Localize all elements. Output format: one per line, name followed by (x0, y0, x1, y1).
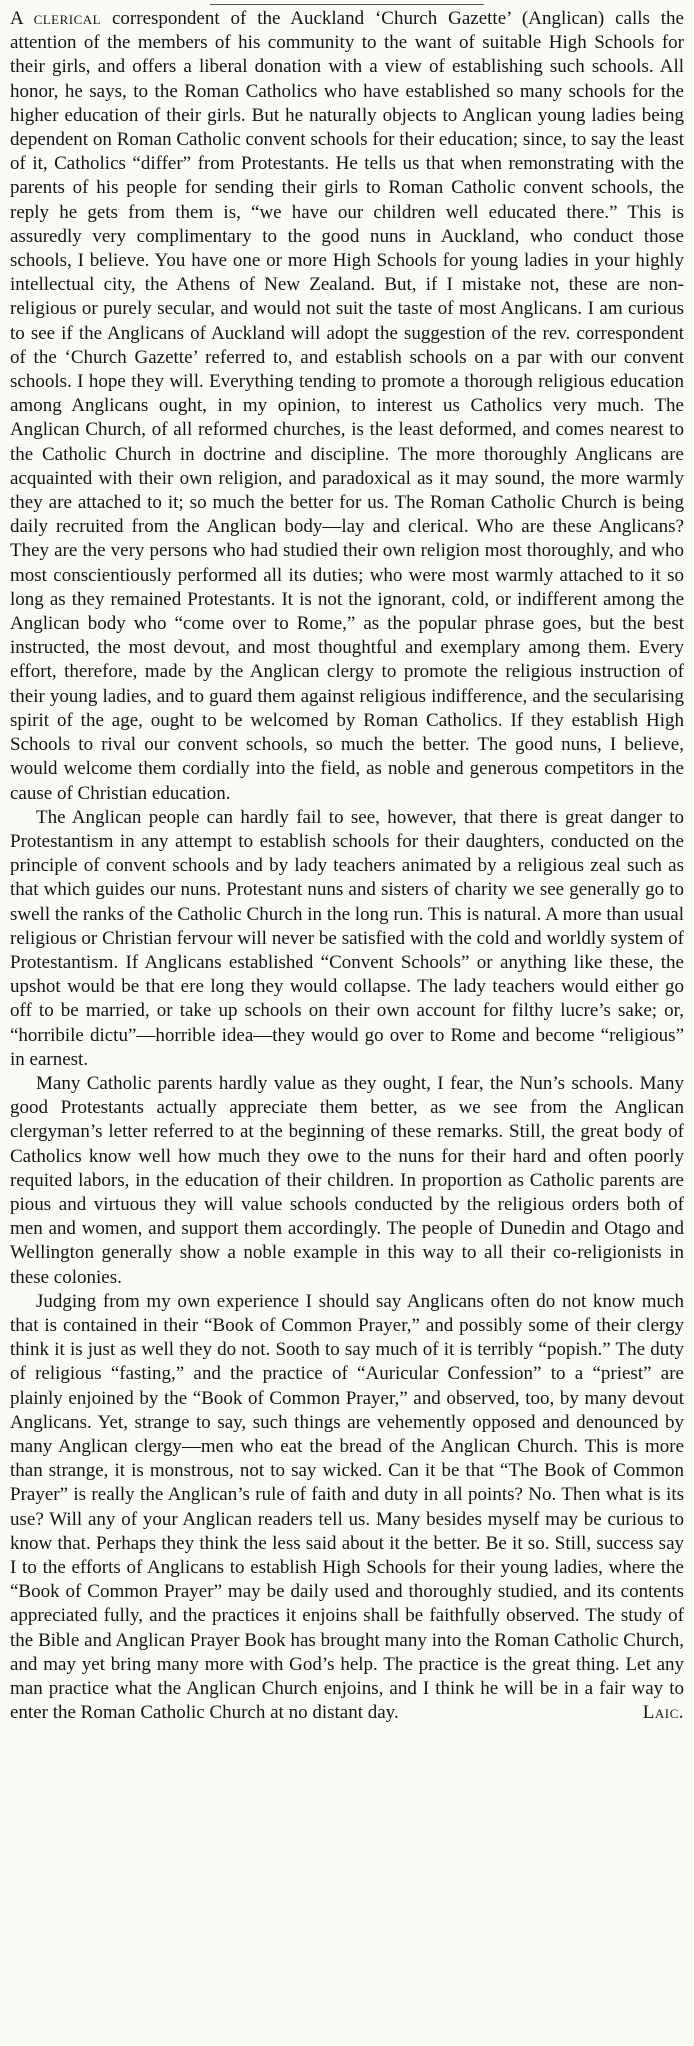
signature: Laic. (642, 1702, 684, 1724)
paragraph-1 (10, 7, 684, 806)
opening-smallcaps-word: clerical (33, 8, 102, 29)
paragraph-1-text: correspondent of the Auckland ‘Church Gazette’ (Anglican) calls the attention of the members of his community to the want of suitable High Schools for their girls, and offers a liberal donation with a view of establishing such schools. All honor, he says, to the Roman Catholics who have established so many schools for the higher education of their girls. But he naturally objects to Anglican young ladies being dependent on Roman Catholic convent schools for their education; since, to say the least of it, Catholics “differ” from Protestants. He tells us that when remonstrating with the parents of his people for sending their girls to Roman Catholic convent schools, the reply he gets from them is, “we have our children well educated there.” This is assuredly very complimentary to the good nuns in Auckland, who conduct those schools, I believe. You have one or more High Schools for young ladies in your highly intellectual city, the Athens of New Zealand. But, if I mistake not, these are non-religious or purely secular, and would not suit the taste of most Anglicans. I am curious to see if the Anglicans of Auckland will adopt the suggestion of the rev. correspondent of the ‘Church Gazette’ referred to, and establish schools on a par with our convent schools. I hope they will. Everything tending to promote a thorough religious education among Anglicans ought, in my opinion, to interest us Catholics very much. The Anglican Church, of all reformed churches, is the least deformed, and comes nearest to the Catholic Church in doctrine and discipline. The more thoroughly Anglicans are acquainted with their own religion, and paradoxical as it may sound, the more warmly they are attached to it; so much the better for us. The Roman Catholic Church is being daily recruited from the Anglican body—lay and clerical. Who are these Anglicans? They are the very persons who had studied their own religion most thoroughly, and who most conscientiously performed all its duties; who were most warmly attached to it so long as they remained Protestants. It is not the ignorant, cold, or indifferent among the Anglican body who “come over to Rome,” as the popular phrase goes, but the best instructed, the most devout, and most thoughtful and exemplary among them. Every effort, therefore, made by the Anglican clergy to promote the religious instruction of their young ladies, and to guard them against religious indifference, and the secularising spirit of the age, ought to be welcomed by Roman Catholics. If they establish High Schools to rival our convent schools, so much the better. The good nuns, I believe, would welcome them cordially into the field, as noble and generous competitors in the cause of Christian education. (10, 8, 684, 804)
letter-article (10, 7, 684, 1725)
column-top-rule (210, 4, 484, 5)
paragraph-4 (10, 1290, 684, 1726)
paragraph-3: Many Catholic parents hardly value as they ought, I fear, the Nun’s schools. Many good Protestants actually appreciate them better, as we see from the Anglican clergyman’s letter referred to at the beginning of these remarks. Still, the great body of Catholics know well how much they owe to the nuns for their hard and often poorly requited labors, in the education of their children. In proportion as Catholic parents are pious and virtuous they will value schools conducted by the religious orders both of men and women, and support them accordingly. The people of Dunedin and Otago and Wellington generally show a noble example in this way to all their co-religionists in these colonies. (10, 1072, 684, 1288)
paragraph-2: The Anglican people can hardly fail to see, however, that there is great danger to Protestantism in any attempt to establish schools for their daughters, conducted on the principle of convent schools and by lady teachers animated by a religious zeal such as that which guides our nuns. Protestant nuns and sisters of charity we see generally go to swell the ranks of the Catholic Church in the long run. This is natural. A more than usual religious or Christian fervour will never be satisfied with the cold and worldly system of Protestantism. If Anglicans established “Convent Schools” or anything like these, the upshot would be that ere long they would collapse. The lady teachers would either go off to be married, or take up schools on their own account for filthy lucre’s sake; or, “horribile dictu”—horrible idea—they would go over to Rome and become “religious” in earnest. (10, 806, 684, 1070)
opening-word: A (10, 8, 23, 29)
paragraph-4-text: Judging from my own experience I should say Anglicans often do not know much that is contained in their “Book of Common Prayer,” and possibly some of their clergy think it is just as well they do not. Sooth to say much of it is terribly “popish.” The duty of religious “fasting,” and the practice of “Auricular Confession” to a “priest” are plainly enjoined by the “Book of Common Prayer,” and observed, too, by many devout Anglicans. Yet, strange to say, such things are vehemently opposed and denounced by many Anglican clergy—men who eat the bread of the Anglican Church. This is more than strange, it is monstrous, not to say wicked. Can it be that “The Book of Common Prayer” is really the Anglican’s rule of faith and duty in all points? No. Then what is its use? Will any of your Anglican readers tell us. Many besides myself may be curious to know that. Perhaps they think the less said about it the better. Be it so. Still, success say I to the efforts of Anglicans to establish High Schools for their young ladies, where the “Book of Common Prayer” may be daily used and thoroughly studied, and its contents appreciated fully, and the practices it enjoins shall be faithfully observed. The study of the Bible and Anglican Prayer Book has brought many into the Roman Catholic Church, and may yet bring many more with God’s help. The practice is the great thing. Let any man practice what the Anglican Church enjoins, and I think he will be in a fair way to enter the Roman Catholic Church at no distant day. (10, 1290, 684, 1724)
